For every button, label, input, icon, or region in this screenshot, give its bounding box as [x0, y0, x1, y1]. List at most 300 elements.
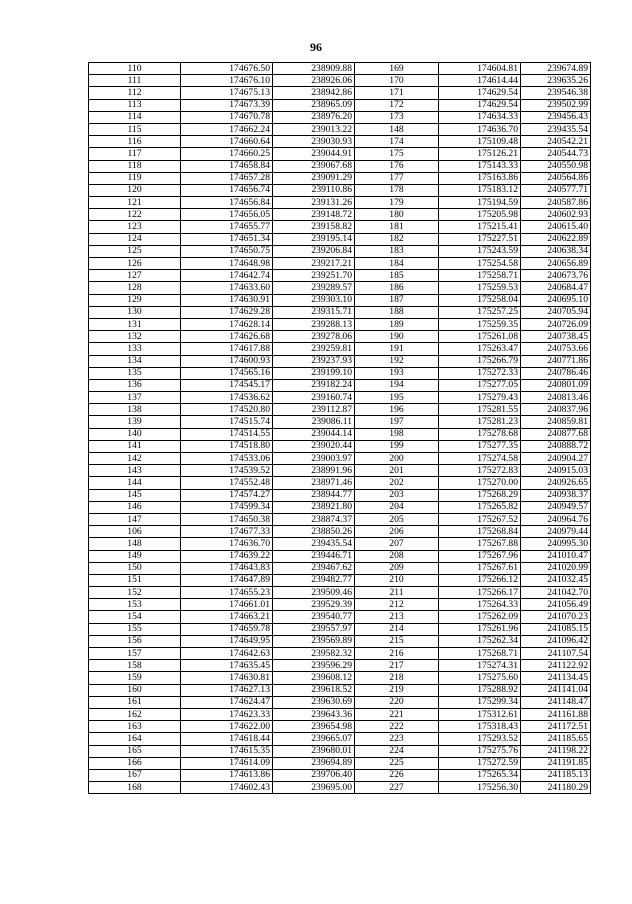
- y-coordinate-left: 239131.26: [273, 197, 355, 209]
- table-row: [89, 526, 591, 538]
- point-number-right: 213: [355, 611, 439, 623]
- point-number-left: 168: [89, 782, 181, 794]
- y-coordinate-left: 239112.87: [273, 404, 355, 416]
- x-coordinate-left: 174628.14: [181, 318, 273, 330]
- x-coordinate-left: 174615.35: [181, 745, 273, 757]
- y-coordinate-right: 240995.30: [521, 538, 591, 550]
- point-number-right: 222: [355, 721, 439, 733]
- y-coordinate-left: 239110.86: [273, 184, 355, 196]
- point-number-left: 124: [89, 233, 181, 245]
- y-coordinate-right: 240587.86: [521, 197, 591, 209]
- point-number-left: 145: [89, 489, 181, 501]
- x-coordinate-left: 174533.06: [181, 453, 273, 465]
- x-coordinate-left: 174520.80: [181, 404, 273, 416]
- y-coordinate-right: 240753.66: [521, 343, 591, 355]
- x-coordinate-right: 175277.05: [439, 379, 521, 391]
- y-coordinate-right: 241161.88: [521, 708, 591, 720]
- point-number-right: 214: [355, 623, 439, 635]
- x-coordinate-left: 174627.13: [181, 684, 273, 696]
- table-row: [89, 440, 591, 452]
- x-coordinate-left: 174647.89: [181, 574, 273, 586]
- point-number-left: 152: [89, 587, 181, 599]
- table-row: [89, 209, 591, 221]
- point-number-left: 154: [89, 611, 181, 623]
- point-number-left: 114: [89, 111, 181, 123]
- table-row: [89, 648, 591, 660]
- table-row: [89, 123, 591, 135]
- point-number-left: 148: [89, 538, 181, 550]
- x-coordinate-right: 175259.35: [439, 318, 521, 330]
- point-number-right: 219: [355, 684, 439, 696]
- x-coordinate-right: 175215.41: [439, 221, 521, 233]
- point-number-right: 178: [355, 184, 439, 196]
- y-coordinate-left: 239694.89: [273, 757, 355, 769]
- x-coordinate-right: 174629.54: [439, 87, 521, 99]
- x-coordinate-left: 174673.39: [181, 99, 273, 111]
- point-number-right: 148: [355, 123, 439, 135]
- x-coordinate-right: 175293.52: [439, 733, 521, 745]
- x-coordinate-left: 174656.84: [181, 197, 273, 209]
- x-coordinate-left: 174642.74: [181, 270, 273, 282]
- y-coordinate-right: 240904.27: [521, 453, 591, 465]
- y-coordinate-left: 239582.32: [273, 648, 355, 660]
- table-row: [89, 197, 591, 209]
- y-coordinate-right: 241042.70: [521, 587, 591, 599]
- x-coordinate-right: 175266.79: [439, 355, 521, 367]
- x-coordinate-left: 174658.84: [181, 160, 273, 172]
- x-coordinate-right: 175281.23: [439, 416, 521, 428]
- y-coordinate-left: 239086.11: [273, 416, 355, 428]
- x-coordinate-left: 174600.93: [181, 355, 273, 367]
- y-coordinate-left: 239643.36: [273, 708, 355, 720]
- point-number-right: 169: [355, 63, 439, 75]
- table-row: [89, 87, 591, 99]
- x-coordinate-left: 174617.88: [181, 343, 273, 355]
- point-number-right: 176: [355, 160, 439, 172]
- point-number-left: 149: [89, 550, 181, 562]
- y-coordinate-right: 240738.45: [521, 331, 591, 343]
- x-coordinate-left: 174639.22: [181, 550, 273, 562]
- point-number-left: 120: [89, 184, 181, 196]
- y-coordinate-left: 238850.26: [273, 526, 355, 538]
- y-coordinate-left: 239160.74: [273, 392, 355, 404]
- y-coordinate-left: 239182.24: [273, 379, 355, 391]
- x-coordinate-left: 174536.62: [181, 392, 273, 404]
- point-number-left: 163: [89, 721, 181, 733]
- table-row: [89, 684, 591, 696]
- x-coordinate-left: 174663.21: [181, 611, 273, 623]
- y-coordinate-left: 239665.07: [273, 733, 355, 745]
- x-coordinate-right: 175205.98: [439, 209, 521, 221]
- x-coordinate-left: 174655.23: [181, 587, 273, 599]
- y-coordinate-right: 239456.43: [521, 111, 591, 123]
- x-coordinate-right: 175257.25: [439, 306, 521, 318]
- x-coordinate-right: 175267.96: [439, 550, 521, 562]
- y-coordinate-right: 240964.76: [521, 513, 591, 525]
- table-row: [89, 635, 591, 647]
- x-coordinate-right: 175267.52: [439, 513, 521, 525]
- table-row: [89, 233, 591, 245]
- x-coordinate-right: 175259.53: [439, 282, 521, 294]
- y-coordinate-left: 239706.40: [273, 769, 355, 781]
- point-number-right: 204: [355, 501, 439, 513]
- x-coordinate-left: 174651.34: [181, 233, 273, 245]
- point-number-left: 162: [89, 708, 181, 720]
- y-coordinate-left: 239020.44: [273, 440, 355, 452]
- point-number-right: 225: [355, 757, 439, 769]
- y-coordinate-left: 239251.70: [273, 270, 355, 282]
- table-row: [89, 501, 591, 513]
- point-number-right: 199: [355, 440, 439, 452]
- point-number-left: 150: [89, 562, 181, 574]
- x-coordinate-right: 175227.51: [439, 233, 521, 245]
- y-coordinate-left: 239540.77: [273, 611, 355, 623]
- y-coordinate-left: 239303.10: [273, 294, 355, 306]
- table-row: [89, 392, 591, 404]
- coordinates-table: [88, 62, 591, 794]
- point-number-left: 147: [89, 513, 181, 525]
- y-coordinate-right: 240926.65: [521, 477, 591, 489]
- x-coordinate-left: 174622.00: [181, 721, 273, 733]
- point-number-left: 133: [89, 343, 181, 355]
- point-number-right: 189: [355, 318, 439, 330]
- table-row: [89, 599, 591, 611]
- point-number-right: 175: [355, 148, 439, 160]
- x-coordinate-left: 174552.48: [181, 477, 273, 489]
- x-coordinate-left: 174613.86: [181, 769, 273, 781]
- x-coordinate-left: 174618.44: [181, 733, 273, 745]
- x-coordinate-right: 175281.55: [439, 404, 521, 416]
- y-coordinate-right: 240877.68: [521, 428, 591, 440]
- x-coordinate-left: 174677.33: [181, 526, 273, 538]
- x-coordinate-left: 174565.16: [181, 367, 273, 379]
- point-number-right: 202: [355, 477, 439, 489]
- y-coordinate-right: 241107.54: [521, 648, 591, 660]
- point-number-left: 146: [89, 501, 181, 513]
- y-coordinate-left: 239278.06: [273, 331, 355, 343]
- y-coordinate-right: 240859.81: [521, 416, 591, 428]
- y-coordinate-right: 240544.73: [521, 148, 591, 160]
- x-coordinate-right: 175258.71: [439, 270, 521, 282]
- y-coordinate-right: 240771.86: [521, 355, 591, 367]
- table-row: [89, 574, 591, 586]
- point-number-left: 123: [89, 221, 181, 233]
- table-row: [89, 587, 591, 599]
- x-coordinate-right: 175299.34: [439, 696, 521, 708]
- table-row: [89, 782, 591, 794]
- x-coordinate-left: 174659.78: [181, 623, 273, 635]
- y-coordinate-right: 239674.89: [521, 63, 591, 75]
- y-coordinate-left: 239695.00: [273, 782, 355, 794]
- y-coordinate-right: 239635.26: [521, 75, 591, 87]
- point-number-right: 227: [355, 782, 439, 794]
- x-coordinate-left: 174643.83: [181, 562, 273, 574]
- x-coordinate-left: 174676.50: [181, 63, 273, 75]
- table-row: [89, 550, 591, 562]
- table-row: [89, 111, 591, 123]
- point-number-left: 135: [89, 367, 181, 379]
- x-coordinate-left: 174650.38: [181, 513, 273, 525]
- x-coordinate-right: 175267.88: [439, 538, 521, 550]
- y-coordinate-right: 240673.76: [521, 270, 591, 282]
- x-coordinate-left: 174656.05: [181, 209, 273, 221]
- y-coordinate-left: 239044.91: [273, 148, 355, 160]
- point-number-right: 180: [355, 209, 439, 221]
- x-coordinate-right: 175243.59: [439, 245, 521, 257]
- y-coordinate-right: 241056.49: [521, 599, 591, 611]
- point-number-left: 112: [89, 87, 181, 99]
- point-number-right: 203: [355, 489, 439, 501]
- x-coordinate-right: 174629.54: [439, 99, 521, 111]
- y-coordinate-right: 240622.89: [521, 233, 591, 245]
- y-coordinate-right: 239546.38: [521, 87, 591, 99]
- x-coordinate-right: 175266.12: [439, 574, 521, 586]
- point-number-left: 165: [89, 745, 181, 757]
- y-coordinate-left: 238942.86: [273, 87, 355, 99]
- point-number-right: 212: [355, 599, 439, 611]
- x-coordinate-left: 174660.25: [181, 148, 273, 160]
- x-coordinate-left: 174635.45: [181, 660, 273, 672]
- x-coordinate-right: 175274.31: [439, 660, 521, 672]
- point-number-left: 157: [89, 648, 181, 660]
- y-coordinate-left: 239446.71: [273, 550, 355, 562]
- table-row: [89, 660, 591, 672]
- y-coordinate-right: 241134.45: [521, 672, 591, 684]
- point-number-left: 155: [89, 623, 181, 635]
- point-number-right: 171: [355, 87, 439, 99]
- y-coordinate-left: 239195.14: [273, 233, 355, 245]
- table-row: [89, 160, 591, 172]
- table-row: [89, 355, 591, 367]
- y-coordinate-right: 240705.94: [521, 306, 591, 318]
- x-coordinate-left: 174657.28: [181, 172, 273, 184]
- y-coordinate-right: 240602.93: [521, 209, 591, 221]
- table-row: [89, 148, 591, 160]
- table-row: [89, 428, 591, 440]
- x-coordinate-right: 175126.21: [439, 148, 521, 160]
- point-number-right: 208: [355, 550, 439, 562]
- point-number-right: 215: [355, 635, 439, 647]
- x-coordinate-right: 175275.60: [439, 672, 521, 684]
- y-coordinate-right: 239435.54: [521, 123, 591, 135]
- y-coordinate-left: 239608.12: [273, 672, 355, 684]
- table-row: [89, 99, 591, 111]
- point-number-left: 116: [89, 136, 181, 148]
- x-coordinate-left: 174660.64: [181, 136, 273, 148]
- x-coordinate-right: 175268.29: [439, 489, 521, 501]
- x-coordinate-right: 175268.71: [439, 648, 521, 660]
- y-coordinate-left: 238921.80: [273, 501, 355, 513]
- table-row: [89, 245, 591, 257]
- table-row: [89, 623, 591, 635]
- y-coordinate-left: 239557.97: [273, 623, 355, 635]
- point-number-left: 132: [89, 331, 181, 343]
- x-coordinate-left: 174518.80: [181, 440, 273, 452]
- point-number-right: 207: [355, 538, 439, 550]
- y-coordinate-right: 240638.34: [521, 245, 591, 257]
- point-number-left: 159: [89, 672, 181, 684]
- table-row: [89, 136, 591, 148]
- x-coordinate-right: 175270.00: [439, 477, 521, 489]
- table-row: [89, 318, 591, 330]
- y-coordinate-right: 240949.57: [521, 501, 591, 513]
- x-coordinate-left: 174539.52: [181, 465, 273, 477]
- x-coordinate-left: 174656.74: [181, 184, 273, 196]
- point-number-right: 209: [355, 562, 439, 574]
- point-number-right: 196: [355, 404, 439, 416]
- table-row: [89, 258, 591, 270]
- y-coordinate-right: 240695.10: [521, 294, 591, 306]
- y-coordinate-right: 240550.98: [521, 160, 591, 172]
- y-coordinate-left: 239237.93: [273, 355, 355, 367]
- y-coordinate-left: 239206.84: [273, 245, 355, 257]
- point-number-left: 142: [89, 453, 181, 465]
- x-coordinate-left: 174602.43: [181, 782, 273, 794]
- y-coordinate-left: 239289.57: [273, 282, 355, 294]
- y-coordinate-left: 239529.39: [273, 599, 355, 611]
- point-number-left: 128: [89, 282, 181, 294]
- point-number-right: 184: [355, 258, 439, 270]
- point-number-right: 191: [355, 343, 439, 355]
- point-number-left: 141: [89, 440, 181, 452]
- point-number-left: 140: [89, 428, 181, 440]
- point-number-right: 198: [355, 428, 439, 440]
- table-row: [89, 306, 591, 318]
- x-coordinate-left: 174624.47: [181, 696, 273, 708]
- y-coordinate-left: 239259.81: [273, 343, 355, 355]
- x-coordinate-left: 174649.95: [181, 635, 273, 647]
- point-number-right: 223: [355, 733, 439, 745]
- point-number-right: 221: [355, 708, 439, 720]
- point-number-right: 224: [355, 745, 439, 757]
- point-number-left: 117: [89, 148, 181, 160]
- y-coordinate-left: 239654.98: [273, 721, 355, 733]
- point-number-left: 113: [89, 99, 181, 111]
- point-number-left: 126: [89, 258, 181, 270]
- y-coordinate-left: 239569.89: [273, 635, 355, 647]
- y-coordinate-right: 240684.47: [521, 282, 591, 294]
- table-row: [89, 294, 591, 306]
- point-number-left: 138: [89, 404, 181, 416]
- y-coordinate-right: 241185.65: [521, 733, 591, 745]
- y-coordinate-right: 241198.22: [521, 745, 591, 757]
- table-row: [89, 465, 591, 477]
- point-number-right: 195: [355, 392, 439, 404]
- y-coordinate-left: 239158.82: [273, 221, 355, 233]
- y-coordinate-right: 241070.23: [521, 611, 591, 623]
- x-coordinate-left: 174633.60: [181, 282, 273, 294]
- x-coordinate-right: 175288.92: [439, 684, 521, 696]
- point-number-left: 153: [89, 599, 181, 611]
- y-coordinate-right: 241010.47: [521, 550, 591, 562]
- point-number-right: 182: [355, 233, 439, 245]
- point-number-right: 190: [355, 331, 439, 343]
- table-row: [89, 708, 591, 720]
- page-number: 96: [310, 40, 322, 54]
- y-coordinate-right: 241148.47: [521, 696, 591, 708]
- point-number-right: 205: [355, 513, 439, 525]
- y-coordinate-left: 238976.20: [273, 111, 355, 123]
- point-number-left: 161: [89, 696, 181, 708]
- point-number-right: 201: [355, 465, 439, 477]
- coordinates-table-body: [89, 63, 591, 794]
- point-number-right: 185: [355, 270, 439, 282]
- y-coordinate-right: 240564.86: [521, 172, 591, 184]
- point-number-left: 125: [89, 245, 181, 257]
- table-row: [89, 75, 591, 87]
- point-number-left: 156: [89, 635, 181, 647]
- table-row: [89, 696, 591, 708]
- point-number-right: 206: [355, 526, 439, 538]
- x-coordinate-left: 174642.63: [181, 648, 273, 660]
- x-coordinate-right: 175272.59: [439, 757, 521, 769]
- y-coordinate-right: 241191.85: [521, 757, 591, 769]
- table-row: [89, 453, 591, 465]
- point-number-right: 220: [355, 696, 439, 708]
- y-coordinate-right: 241085.15: [521, 623, 591, 635]
- x-coordinate-left: 174630.91: [181, 294, 273, 306]
- point-number-left: 144: [89, 477, 181, 489]
- point-number-right: 187: [355, 294, 439, 306]
- x-coordinate-left: 174676.10: [181, 75, 273, 87]
- y-coordinate-left: 239217.21: [273, 258, 355, 270]
- y-coordinate-left: 238971.46: [273, 477, 355, 489]
- point-number-left: 110: [89, 63, 181, 75]
- point-number-left: 130: [89, 306, 181, 318]
- point-number-right: 200: [355, 453, 439, 465]
- y-coordinate-left: 239067.68: [273, 160, 355, 172]
- y-coordinate-left: 239030.93: [273, 136, 355, 148]
- x-coordinate-right: 175258.04: [439, 294, 521, 306]
- y-coordinate-right: 240577.71: [521, 184, 591, 196]
- point-number-left: 143: [89, 465, 181, 477]
- x-coordinate-left: 174661.01: [181, 599, 273, 611]
- point-number-right: 192: [355, 355, 439, 367]
- x-coordinate-right: 175263.47: [439, 343, 521, 355]
- y-coordinate-left: 238965.09: [273, 99, 355, 111]
- point-number-left: 111: [89, 75, 181, 87]
- y-coordinate-right: 240837.96: [521, 404, 591, 416]
- point-number-right: 197: [355, 416, 439, 428]
- point-number-left: 127: [89, 270, 181, 282]
- y-coordinate-right: 240979.44: [521, 526, 591, 538]
- x-coordinate-right: 175312.61: [439, 708, 521, 720]
- table-row: [89, 63, 591, 75]
- x-coordinate-left: 174636.70: [181, 538, 273, 550]
- table-row: [89, 745, 591, 757]
- y-coordinate-right: 239502.99: [521, 99, 591, 111]
- y-coordinate-right: 241122.92: [521, 660, 591, 672]
- x-coordinate-right: 175275.76: [439, 745, 521, 757]
- x-coordinate-right: 175267.61: [439, 562, 521, 574]
- y-coordinate-right: 240726.09: [521, 318, 591, 330]
- point-number-left: 158: [89, 660, 181, 672]
- x-coordinate-right: 175268.84: [439, 526, 521, 538]
- table-row: [89, 721, 591, 733]
- point-number-left: 118: [89, 160, 181, 172]
- x-coordinate-left: 174648.98: [181, 258, 273, 270]
- x-coordinate-right: 175262.34: [439, 635, 521, 647]
- x-coordinate-right: 175272.83: [439, 465, 521, 477]
- x-coordinate-left: 174515.74: [181, 416, 273, 428]
- y-coordinate-right: 240801.09: [521, 379, 591, 391]
- table-row: [89, 757, 591, 769]
- x-coordinate-right: 175163.86: [439, 172, 521, 184]
- y-coordinate-left: 239013.22: [273, 123, 355, 135]
- x-coordinate-left: 174629.28: [181, 306, 273, 318]
- y-coordinate-left: 239596.29: [273, 660, 355, 672]
- point-number-right: 181: [355, 221, 439, 233]
